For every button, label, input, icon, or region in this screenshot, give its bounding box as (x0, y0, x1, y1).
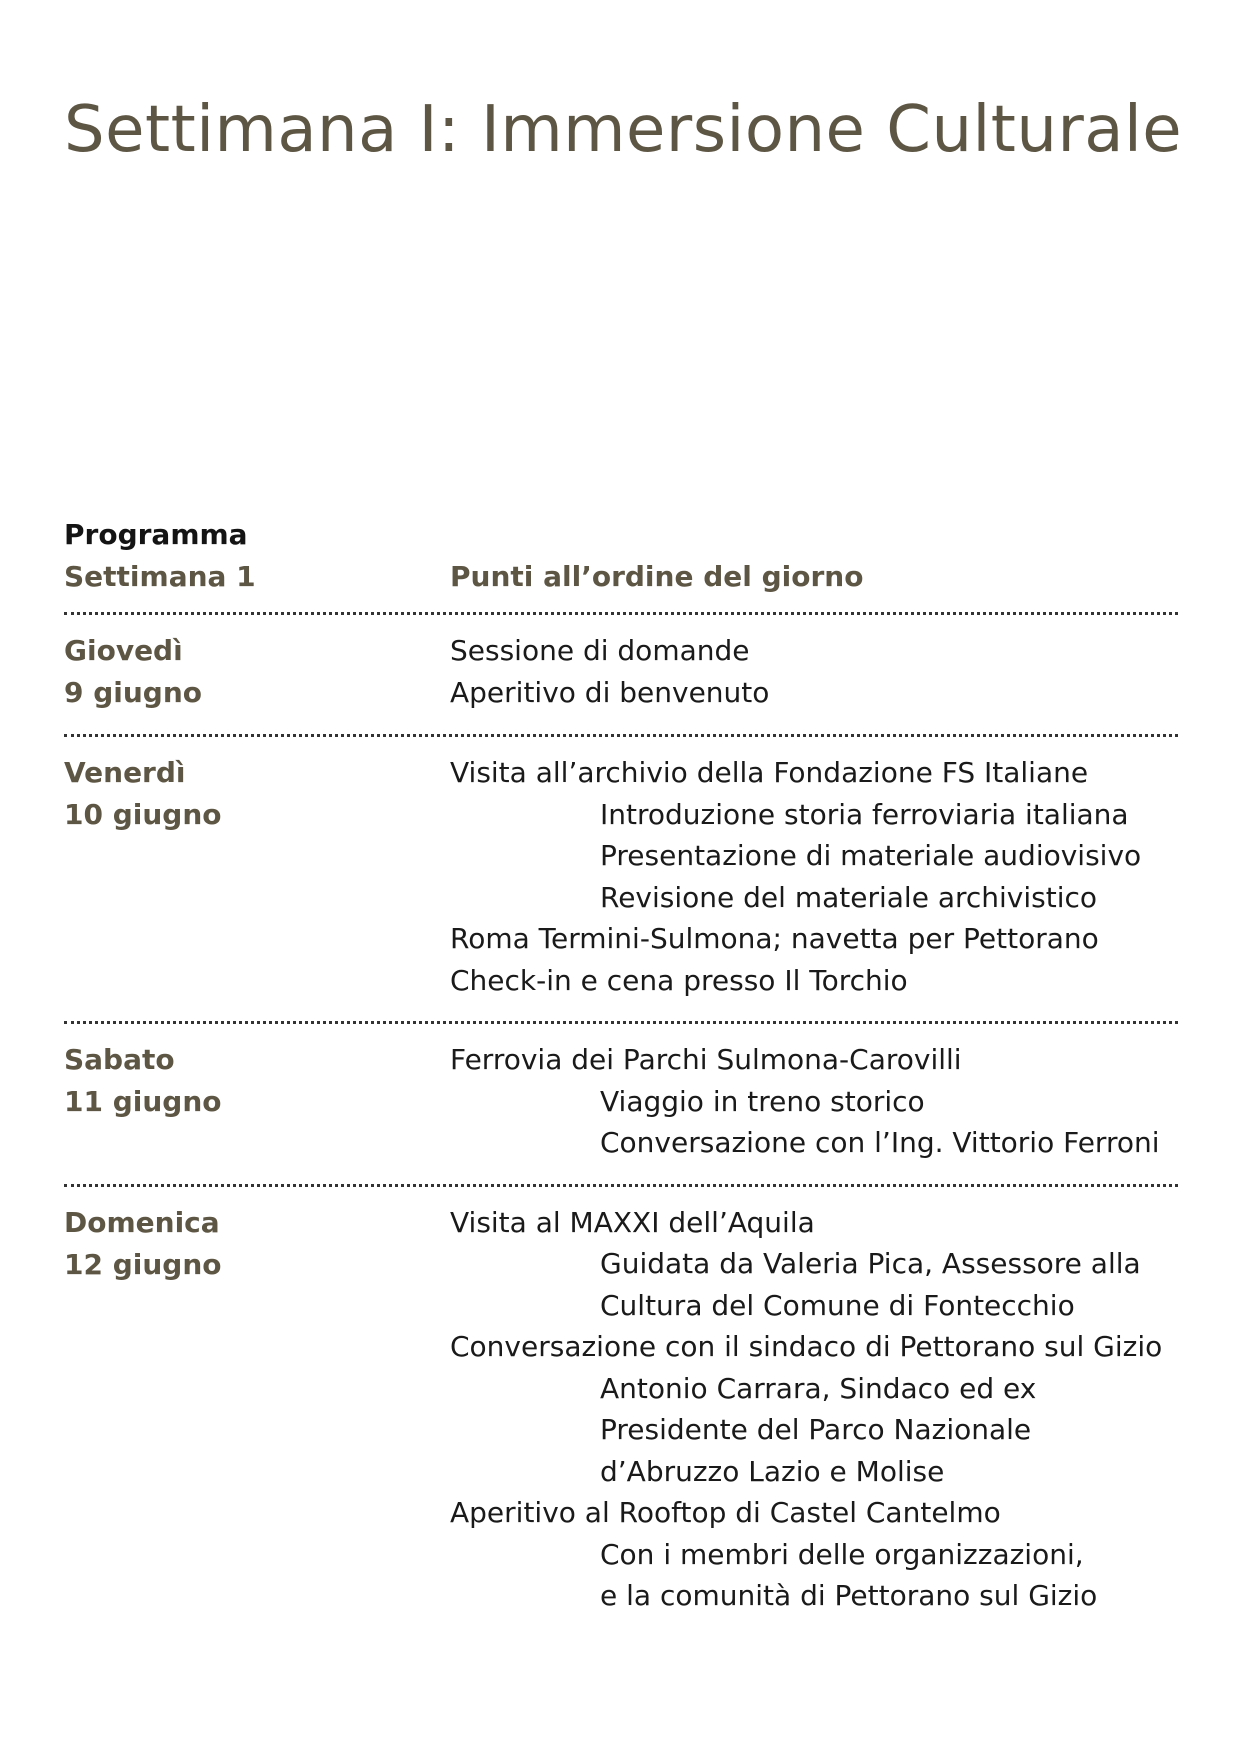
agenda-subitem: e la comunità di Pettorano sul Gizio (600, 1579, 1098, 1612)
day-date: 9 giugno (64, 676, 203, 709)
agenda-subitem: Guidata da Valeria Pica, Assessore alla (600, 1247, 1141, 1280)
day-cell (64, 752, 450, 1001)
day-date: 12 giugno (64, 1247, 222, 1281)
program-label: Programma (64, 518, 248, 551)
day-cell (64, 1039, 450, 1164)
agenda-item: Aperitivo di benvenuto (450, 675, 770, 709)
agenda-subitem: Introduzione storia ferroviaria italiana (600, 797, 1129, 831)
agenda-column-header: Punti all’ordine del giorno (450, 560, 864, 593)
day-row (64, 737, 1178, 1021)
agenda-cell (450, 752, 1178, 1001)
agenda-subitem: Conversazione con l’Ing. Vittorio Ferroni (600, 1126, 1160, 1159)
day-row (64, 1024, 1178, 1184)
program-table (64, 516, 1178, 1637)
agenda-subitem: Antonio Carrara, Sindaco ed ex (600, 1371, 1037, 1405)
agenda-item: Conversazione con il sindaco di Pettorano sul Gizio (450, 1330, 1163, 1363)
day-name: Domenica (64, 1205, 220, 1239)
agenda-subitem: Cultura del Comune di Fontecchio (600, 1288, 1075, 1322)
page-title: Settimana I: Immersione Culturale (64, 93, 1183, 167)
day-name: Giovedì (64, 634, 183, 667)
agenda-item: Roma Termini-Sulmona; navetta per Pettorano (450, 922, 1099, 955)
day-row (64, 1187, 1178, 1637)
agenda-cell (450, 1202, 1178, 1617)
program-header-row (64, 558, 1178, 600)
day-date: 10 giugno (64, 798, 222, 831)
day-cell (64, 1202, 450, 1617)
agenda-cell (450, 1039, 1178, 1164)
week-column-header: Settimana 1 (64, 560, 256, 593)
day-name: Sabato (64, 1043, 175, 1076)
agenda-item: Aperitivo al Rooftop di Castel Cantelmo (450, 1496, 1001, 1529)
agenda-subitem: Presentazione di materiale audiovisivo (600, 839, 1142, 872)
agenda-subitem: Viaggio in treno storico (600, 1084, 925, 1118)
agenda-item: Ferrovia dei Parchi Sulmona-Carovilli (450, 1043, 962, 1076)
agenda-cell (450, 630, 1178, 714)
agenda-subitem: Presidente del Parco Nazionale (600, 1413, 1032, 1446)
agenda-item: Sessione di domande (450, 634, 750, 667)
agenda-subitem: Con i membri delle organizzazioni, (600, 1537, 1084, 1571)
day-date: 11 giugno (64, 1085, 222, 1118)
day-list (64, 612, 1178, 1637)
day-cell (64, 630, 450, 714)
day-row (64, 615, 1178, 734)
agenda-subitem: Revisione del materiale archivistico (600, 880, 1098, 914)
agenda-subitem: d’Abruzzo Lazio e Molise (600, 1454, 945, 1488)
agenda-item: Check-in e cena presso Il Torchio (450, 963, 908, 997)
agenda-item: Visita all’archivio della Fondazione FS Italiane (450, 756, 1089, 789)
day-name: Venerdì (64, 756, 186, 789)
agenda-item: Visita al MAXXI dell’Aquila (450, 1205, 815, 1239)
